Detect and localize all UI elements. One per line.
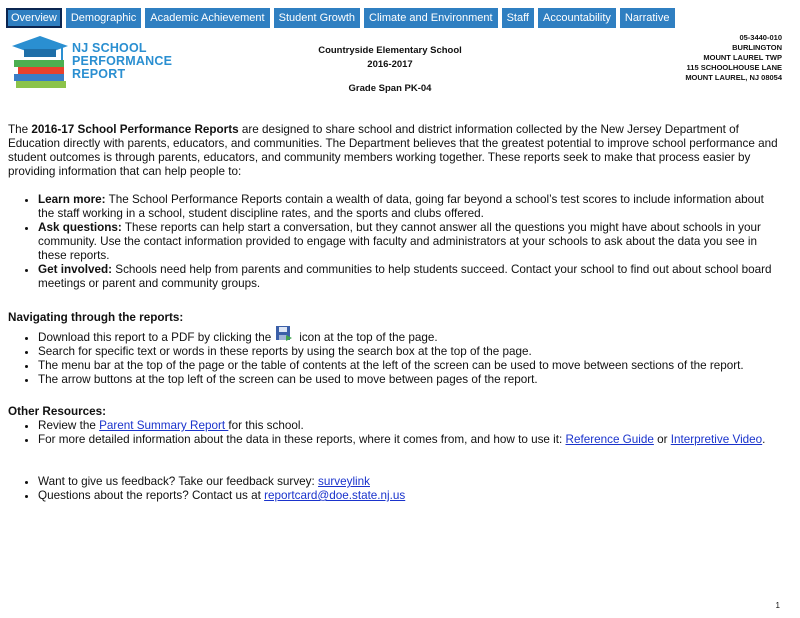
nav-heading: Navigating through the reports: — [8, 311, 184, 324]
list-item: • Questions about the reports? Contact us at reportcard@doe.state.nj.us — [38, 489, 778, 503]
purpose-list — [8, 193, 778, 291]
tab-narrative[interactable]: Narrative — [620, 8, 675, 28]
school-year: 2016-2017 — [367, 59, 413, 70]
tab-climate-environment[interactable]: Climate and Environment — [364, 8, 498, 28]
list-item: • Download this report to a PDF by clicking the icon at the top of the page. — [38, 325, 778, 345]
tab-student-growth[interactable]: Student Growth — [274, 8, 360, 28]
feedback-list — [8, 475, 778, 503]
list-item: • The menu bar at the top of the page or the table of contents at the left of the screen can be used to move between sections of the report. — [38, 359, 778, 373]
report-tabs — [6, 8, 675, 28]
list-item: • Learn more: The School Performance Reports contain a wealth of data, going far beyond a school’s test scores to include information about the staff working in a school, student discipline rates, and the sports and clubs offered. — [38, 193, 778, 221]
tab-staff[interactable]: Staff — [502, 8, 534, 28]
list-item: • For more detailed information about the data in these reports, where it comes from, and how to use it: Reference Guide or Interpretive Video. — [38, 433, 778, 447]
reference-guide-link[interactable]: Reference Guide — [565, 433, 654, 446]
grade-span: Grade Span PK-04 — [348, 83, 432, 94]
page-number: 1 — [775, 601, 780, 610]
list-item: • Get involved: Schools need help from parents and communities to help students succeed. Contact your school to find out about school board meetings or parent and community groups. — [38, 263, 778, 291]
contact-email-link[interactable]: reportcard@doe.state.nj.us — [264, 489, 406, 502]
resources-list — [8, 419, 778, 447]
tab-overview[interactable]: Overview — [6, 8, 62, 28]
list-item: • Search for specific text or words in these reports by using the search box at the top of the page. — [38, 345, 778, 359]
intro-paragraph: The 2016-17 School Performance Reports are designed to share school and district information collected by the New Jersey Department of Education directly with parents, educators, and communities. The Department believes that the greatest potential to improve school performance and student outcomes is through parents, educators, and community members working together. These reports seek to make that process easier by providing information that can help people to: — [8, 123, 778, 178]
list-item: • Want to give us feedback? Take our feedback survey: surveylink — [38, 475, 778, 489]
overview-content — [8, 123, 778, 503]
tab-demographic[interactable]: Demographic — [66, 8, 141, 28]
save-pdf-icon[interactable] — [275, 325, 293, 343]
survey-link[interactable]: surveylink — [318, 475, 370, 488]
nav-list — [8, 325, 778, 387]
school-address: 05-3440-010 BURLINGTON MOUNT LAUREL TWP 115 SCHOOLHOUSE LANE MOUNT LAUREL, NJ 08054 — [685, 33, 782, 82]
interpretive-video-link[interactable]: Interpretive Video — [670, 433, 763, 446]
tab-academic-achievement[interactable]: Academic Achievement — [145, 8, 269, 28]
list-item: • Ask questions: These reports can help start a conversation, but they cannot answer all the questions you might have about schools in your community. Use the contact information provided to engage with faculty and administrators at your schools to ask about the data you see in these reports. — [38, 221, 778, 263]
list-item: • Review the Parent Summary Report for this school. — [38, 419, 778, 433]
other-resources-heading: Other Resources: — [8, 405, 107, 418]
nj-school-performance-logo — [10, 32, 185, 92]
tab-accountability[interactable]: Accountability — [538, 8, 616, 28]
school-header — [280, 44, 500, 96]
mortarboard-books-icon — [10, 32, 70, 92]
logo-text: NJ SCHOOL PERFORMANCE REPORT — [72, 41, 173, 81]
list-item: • The arrow buttons at the top left of the screen can be used to move between pages of the report. — [38, 373, 778, 387]
parent-summary-link[interactable]: Parent Summary Report — [99, 419, 229, 432]
school-name: Countryside Elementary School — [318, 45, 462, 56]
